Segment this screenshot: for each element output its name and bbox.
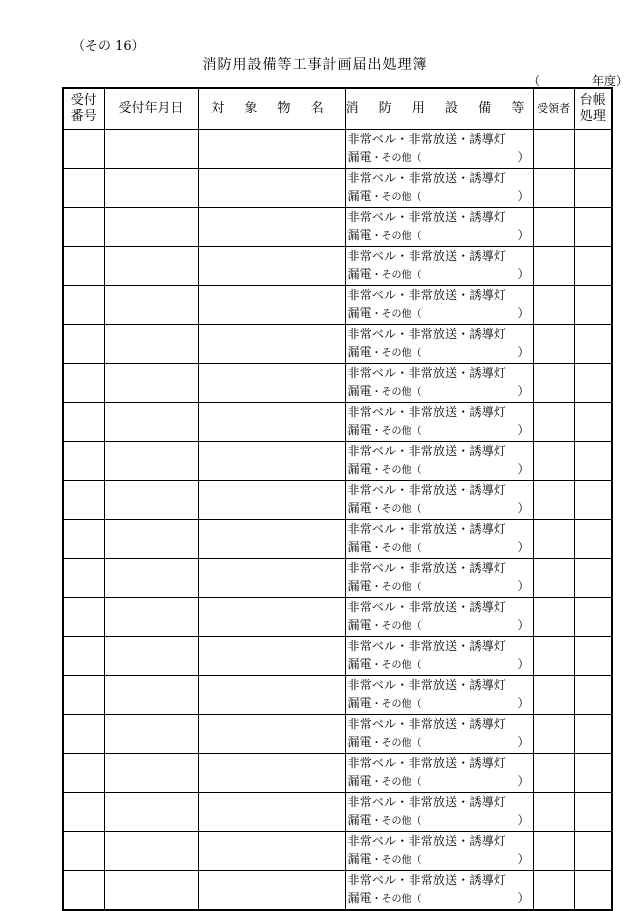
target-property-cell[interactable] xyxy=(198,676,345,715)
recipient-cell[interactable] xyxy=(533,676,574,715)
leak-label: 漏電 xyxy=(347,618,372,632)
table-row xyxy=(63,286,612,325)
equipment-other[interactable] xyxy=(348,343,533,363)
target-property-cell[interactable] xyxy=(198,715,345,754)
target-property-cell[interactable] xyxy=(198,130,345,169)
target-property-cell[interactable] xyxy=(198,403,345,442)
close-paren: ） xyxy=(517,618,530,632)
leak-label: 漏電 xyxy=(347,657,372,671)
ledger-processing-cell[interactable] xyxy=(574,442,612,481)
reception-date-cell[interactable] xyxy=(104,832,198,871)
equipment-options[interactable]: 非常ベル・非常放送・誘導灯 xyxy=(347,756,507,770)
page-title: 消防用設備等工事計画届出処理簿 xyxy=(202,57,428,73)
other-label: ・その他（ xyxy=(371,894,422,905)
equipment-options[interactable]: 非常ベル・非常放送・誘導灯 xyxy=(347,210,507,224)
close-paren: ） xyxy=(517,696,530,710)
leak-label: 漏電 xyxy=(347,852,372,866)
recipient-cell[interactable] xyxy=(533,442,574,481)
equipment-other[interactable] xyxy=(348,772,533,792)
close-paren: ） xyxy=(517,735,530,749)
table-row xyxy=(63,130,612,169)
equipment-other[interactable] xyxy=(348,304,533,324)
target-property-cell[interactable] xyxy=(198,559,345,598)
leak-label: 漏電 xyxy=(347,774,372,788)
fire-equipment-cell xyxy=(345,481,533,520)
table-row xyxy=(63,754,612,793)
header-row xyxy=(63,88,612,130)
target-property-cell[interactable] xyxy=(198,169,345,208)
fire-equipment-cell xyxy=(345,598,533,637)
reception-number-cell[interactable] xyxy=(63,130,104,169)
ledger-processing-cell[interactable] xyxy=(574,637,612,676)
target-property-cell[interactable] xyxy=(198,637,345,676)
close-paren: ） xyxy=(517,774,530,788)
recipient-cell[interactable] xyxy=(533,325,574,364)
recipient-cell[interactable] xyxy=(533,208,574,247)
leak-label: 漏電 xyxy=(347,306,372,320)
target-property-cell[interactable] xyxy=(198,247,345,286)
equipment-options[interactable]: 非常ベル・非常放送・誘導灯 xyxy=(347,366,507,380)
table-row xyxy=(63,403,612,442)
ledger-processing-cell[interactable] xyxy=(574,286,612,325)
target-property-cell[interactable] xyxy=(198,325,345,364)
reception-number-cell[interactable] xyxy=(63,364,104,403)
close-paren: ） xyxy=(517,462,530,476)
reception-number-cell[interactable] xyxy=(63,481,104,520)
reception-date-cell[interactable] xyxy=(104,325,198,364)
table-row xyxy=(63,715,612,754)
close-paren: ） xyxy=(517,150,530,164)
recipient-cell[interactable] xyxy=(533,520,574,559)
fire-equipment-cell xyxy=(345,793,533,832)
col-target-property: 対 象 物 名 xyxy=(198,88,345,130)
leak-label: 漏電 xyxy=(347,267,372,281)
equipment-options[interactable]: 非常ベル・非常放送・誘導灯 xyxy=(347,561,507,575)
ledger-processing-cell[interactable] xyxy=(574,325,612,364)
equipment-other[interactable] xyxy=(348,733,533,753)
other-label: ・その他（ xyxy=(371,153,422,164)
recipient-cell[interactable] xyxy=(533,247,574,286)
equipment-options[interactable]: 非常ベル・非常放送・誘導灯 xyxy=(347,522,507,536)
form-number: （その 16） xyxy=(72,39,145,54)
reception-number-cell[interactable] xyxy=(63,637,104,676)
col-fire-equipment: 消 防 用 設 備 等 xyxy=(345,88,533,130)
reception-date-cell[interactable] xyxy=(104,481,198,520)
close-paren: ） xyxy=(517,423,530,437)
ledger-processing-cell[interactable] xyxy=(574,793,612,832)
fire-equipment-cell xyxy=(345,559,533,598)
equipment-other[interactable] xyxy=(348,655,533,675)
recipient-cell[interactable] xyxy=(533,832,574,871)
target-property-cell[interactable] xyxy=(198,481,345,520)
close-paren: ） xyxy=(517,813,530,827)
reception-number-cell[interactable] xyxy=(63,715,104,754)
recipient-cell[interactable] xyxy=(533,403,574,442)
close-paren: ） xyxy=(517,267,530,281)
recipient-cell[interactable] xyxy=(533,364,574,403)
reception-date-cell[interactable] xyxy=(104,559,198,598)
reception-date-cell[interactable] xyxy=(104,442,198,481)
ledger-processing-cell[interactable] xyxy=(574,208,612,247)
table-row xyxy=(63,520,612,559)
table-row xyxy=(63,793,612,832)
leak-label: 漏電 xyxy=(347,813,372,827)
table-row xyxy=(63,364,612,403)
equipment-other[interactable] xyxy=(348,421,533,441)
close-paren: ） xyxy=(517,345,530,359)
fire-equipment-cell xyxy=(345,169,533,208)
ledger-processing-cell[interactable] xyxy=(574,754,612,793)
other-label: ・その他（ xyxy=(371,543,422,554)
recipient-cell[interactable] xyxy=(533,715,574,754)
reception-number-cell[interactable] xyxy=(63,520,104,559)
equipment-options[interactable]: 非常ベル・非常放送・誘導灯 xyxy=(347,795,507,809)
close-paren: ） xyxy=(517,306,530,320)
other-label: ・その他（ xyxy=(371,816,422,827)
reception-number-cell[interactable] xyxy=(63,247,104,286)
table-row xyxy=(63,676,612,715)
table-row xyxy=(63,169,612,208)
recipient-cell[interactable] xyxy=(533,559,574,598)
ledger-processing-cell[interactable] xyxy=(574,403,612,442)
fire-equipment-cell xyxy=(345,832,533,871)
equipment-other[interactable] xyxy=(348,148,533,168)
other-label: ・その他（ xyxy=(371,621,422,632)
leak-label: 漏電 xyxy=(347,423,372,437)
ledger-processing-cell[interactable] xyxy=(574,832,612,871)
fire-equipment-cell xyxy=(345,676,533,715)
leak-label: 漏電 xyxy=(347,891,372,905)
fire-equipment-cell xyxy=(345,208,533,247)
other-label: ・その他（ xyxy=(371,777,422,788)
recipient-cell[interactable] xyxy=(533,598,574,637)
other-label: ・その他（ xyxy=(371,660,422,671)
leak-label: 漏電 xyxy=(347,696,372,710)
equipment-options[interactable]: 非常ベル・非常放送・誘導灯 xyxy=(347,639,507,653)
other-label: ・その他（ xyxy=(371,465,422,476)
other-label: ・その他（ xyxy=(371,426,422,437)
leak-label: 漏電 xyxy=(347,150,372,164)
reception-number-cell[interactable] xyxy=(63,403,104,442)
table-row xyxy=(63,598,612,637)
close-paren: ） xyxy=(517,384,530,398)
other-label: ・その他（ xyxy=(371,738,422,749)
reception-date-cell[interactable] xyxy=(104,598,198,637)
reception-number-cell[interactable] xyxy=(63,325,104,364)
equipment-options[interactable]: 非常ベル・非常放送・誘導灯 xyxy=(347,483,507,497)
fire-equipment-cell xyxy=(345,754,533,793)
leak-label: 漏電 xyxy=(347,735,372,749)
table-row xyxy=(63,247,612,286)
reception-date-cell[interactable] xyxy=(104,676,198,715)
equipment-options[interactable]: 非常ベル・非常放送・誘導灯 xyxy=(347,171,507,185)
ledger-processing-cell[interactable] xyxy=(574,130,612,169)
equipment-other[interactable] xyxy=(348,499,533,519)
equipment-options[interactable]: 非常ベル・非常放送・誘導灯 xyxy=(347,327,507,341)
fire-equipment-cell xyxy=(345,130,533,169)
close-paren: ） xyxy=(517,852,530,866)
equipment-options[interactable]: 非常ベル・非常放送・誘導灯 xyxy=(347,288,507,302)
recipient-cell[interactable] xyxy=(533,286,574,325)
other-label: ・その他（ xyxy=(371,855,422,866)
close-paren: ） xyxy=(517,579,530,593)
reception-number-cell[interactable] xyxy=(63,754,104,793)
target-property-cell[interactable] xyxy=(198,754,345,793)
equipment-options[interactable]: 非常ベル・非常放送・誘導灯 xyxy=(347,600,507,614)
recipient-cell[interactable] xyxy=(533,130,574,169)
table-row xyxy=(63,871,612,911)
ledger-processing-cell[interactable] xyxy=(574,247,612,286)
reception-date-cell[interactable] xyxy=(104,208,198,247)
fire-equipment-cell xyxy=(345,286,533,325)
equipment-other[interactable] xyxy=(348,265,533,285)
equipment-options[interactable]: 非常ベル・非常放送・誘導灯 xyxy=(347,717,507,731)
leak-label: 漏電 xyxy=(347,462,372,476)
table-row xyxy=(63,325,612,364)
ledger-processing-cell[interactable] xyxy=(574,715,612,754)
processing-ledger-table xyxy=(62,87,613,911)
reception-date-cell[interactable] xyxy=(104,247,198,286)
fire-equipment-cell xyxy=(345,403,533,442)
recipient-cell[interactable] xyxy=(533,169,574,208)
leak-label: 漏電 xyxy=(347,228,372,242)
equipment-options[interactable]: 非常ベル・非常放送・誘導灯 xyxy=(347,249,507,263)
other-label: ・その他（ xyxy=(371,504,422,515)
equipment-options[interactable]: 非常ベル・非常放送・誘導灯 xyxy=(347,132,507,146)
equipment-other[interactable] xyxy=(348,187,533,207)
fire-equipment-cell xyxy=(345,442,533,481)
reception-number-cell[interactable] xyxy=(63,208,104,247)
table-row xyxy=(63,481,612,520)
ledger-processing-cell[interactable] xyxy=(574,364,612,403)
leak-label: 漏電 xyxy=(347,189,372,203)
equipment-other[interactable] xyxy=(348,577,533,597)
reception-date-cell[interactable] xyxy=(104,364,198,403)
other-label: ・その他（ xyxy=(371,309,422,320)
col-ledger-processing: 台帳 処理 xyxy=(574,88,612,130)
other-label: ・その他（ xyxy=(371,582,422,593)
other-label: ・その他（ xyxy=(371,270,422,281)
ledger-processing-cell[interactable] xyxy=(574,169,612,208)
target-property-cell[interactable] xyxy=(198,598,345,637)
reception-number-cell[interactable] xyxy=(63,598,104,637)
equipment-options[interactable]: 非常ベル・非常放送・誘導灯 xyxy=(347,405,507,419)
ledger-processing-cell[interactable] xyxy=(574,676,612,715)
leak-label: 漏電 xyxy=(347,501,372,515)
equipment-other[interactable] xyxy=(348,811,533,831)
equipment-other[interactable] xyxy=(348,538,533,558)
leak-label: 漏電 xyxy=(347,540,372,554)
close-paren: ） xyxy=(517,228,530,242)
other-label: ・その他（ xyxy=(371,699,422,710)
equipment-options[interactable]: 非常ベル・非常放送・誘導灯 xyxy=(347,444,507,458)
reception-number-cell[interactable] xyxy=(63,442,104,481)
equipment-options[interactable]: 非常ベル・非常放送・誘導灯 xyxy=(347,834,507,848)
ledger-processing-cell[interactable] xyxy=(574,559,612,598)
reception-date-cell[interactable] xyxy=(104,871,198,911)
close-paren: ） xyxy=(517,501,530,515)
reception-number-cell[interactable] xyxy=(63,286,104,325)
recipient-cell[interactable] xyxy=(533,754,574,793)
target-property-cell[interactable] xyxy=(198,208,345,247)
ledger-processing-cell[interactable] xyxy=(574,598,612,637)
col-reception-number: 受付 番号 xyxy=(63,88,104,130)
equipment-options[interactable]: 非常ベル・非常放送・誘導灯 xyxy=(347,678,507,692)
col-recipient: 受領者 xyxy=(533,88,574,130)
equipment-other[interactable] xyxy=(348,460,533,480)
reception-number-cell[interactable] xyxy=(63,832,104,871)
reception-date-cell[interactable] xyxy=(104,793,198,832)
fiscal-year-open: （ xyxy=(528,74,541,88)
recipient-cell[interactable] xyxy=(533,793,574,832)
target-property-cell[interactable] xyxy=(198,286,345,325)
reception-number-cell[interactable] xyxy=(63,559,104,598)
fire-equipment-cell xyxy=(345,637,533,676)
target-property-cell[interactable] xyxy=(198,871,345,911)
recipient-cell[interactable] xyxy=(533,871,574,911)
fire-equipment-cell xyxy=(345,364,533,403)
target-property-cell[interactable] xyxy=(198,364,345,403)
equipment-other[interactable] xyxy=(348,226,533,246)
other-label: ・その他（ xyxy=(371,387,422,398)
table-row xyxy=(63,832,612,871)
reception-number-cell[interactable] xyxy=(63,793,104,832)
equipment-other[interactable] xyxy=(348,850,533,870)
reception-date-cell[interactable] xyxy=(104,637,198,676)
other-label: ・その他（ xyxy=(371,192,422,203)
ledger-processing-cell[interactable] xyxy=(574,481,612,520)
equipment-other[interactable] xyxy=(348,382,533,402)
leak-label: 漏電 xyxy=(347,579,372,593)
reception-number-cell[interactable] xyxy=(63,169,104,208)
fire-equipment-cell xyxy=(345,520,533,559)
close-paren: ） xyxy=(517,540,530,554)
ledger-processing-cell[interactable] xyxy=(574,520,612,559)
fire-equipment-cell xyxy=(345,247,533,286)
reception-date-cell[interactable] xyxy=(104,286,198,325)
fiscal-year-label: 年度） xyxy=(591,74,628,88)
close-paren: ） xyxy=(517,891,530,905)
other-label: ・その他（ xyxy=(371,348,422,359)
leak-label: 漏電 xyxy=(347,384,372,398)
fire-equipment-cell xyxy=(345,871,533,911)
equipment-other[interactable] xyxy=(348,889,533,909)
recipient-cell[interactable] xyxy=(533,637,574,676)
reception-number-cell[interactable] xyxy=(63,871,104,911)
equipment-options[interactable]: 非常ベル・非常放送・誘導灯 xyxy=(347,873,507,887)
target-property-cell[interactable] xyxy=(198,832,345,871)
fire-equipment-cell xyxy=(345,715,533,754)
fire-equipment-cell xyxy=(345,325,533,364)
other-label: ・その他（ xyxy=(371,231,422,242)
leak-label: 漏電 xyxy=(347,345,372,359)
reception-date-cell[interactable] xyxy=(104,754,198,793)
target-property-cell[interactable] xyxy=(198,442,345,481)
target-property-cell[interactable] xyxy=(198,520,345,559)
reception-date-cell[interactable] xyxy=(104,520,198,559)
target-property-cell[interactable] xyxy=(198,793,345,832)
reception-date-cell[interactable] xyxy=(104,130,198,169)
equipment-other[interactable] xyxy=(348,694,533,714)
ledger-body xyxy=(63,130,612,911)
ledger-processing-cell[interactable] xyxy=(574,871,612,911)
recipient-cell[interactable] xyxy=(533,481,574,520)
table-row xyxy=(63,442,612,481)
table-row xyxy=(63,559,612,598)
equipment-other[interactable] xyxy=(348,616,533,636)
close-paren: ） xyxy=(517,657,530,671)
reception-date-cell[interactable] xyxy=(104,169,198,208)
close-paren: ） xyxy=(517,189,530,203)
reception-number-cell[interactable] xyxy=(63,676,104,715)
table-row xyxy=(63,208,612,247)
table-row xyxy=(63,637,612,676)
reception-date-cell[interactable] xyxy=(104,715,198,754)
col-reception-date: 受付年月日 xyxy=(104,88,198,130)
reception-date-cell[interactable] xyxy=(104,403,198,442)
